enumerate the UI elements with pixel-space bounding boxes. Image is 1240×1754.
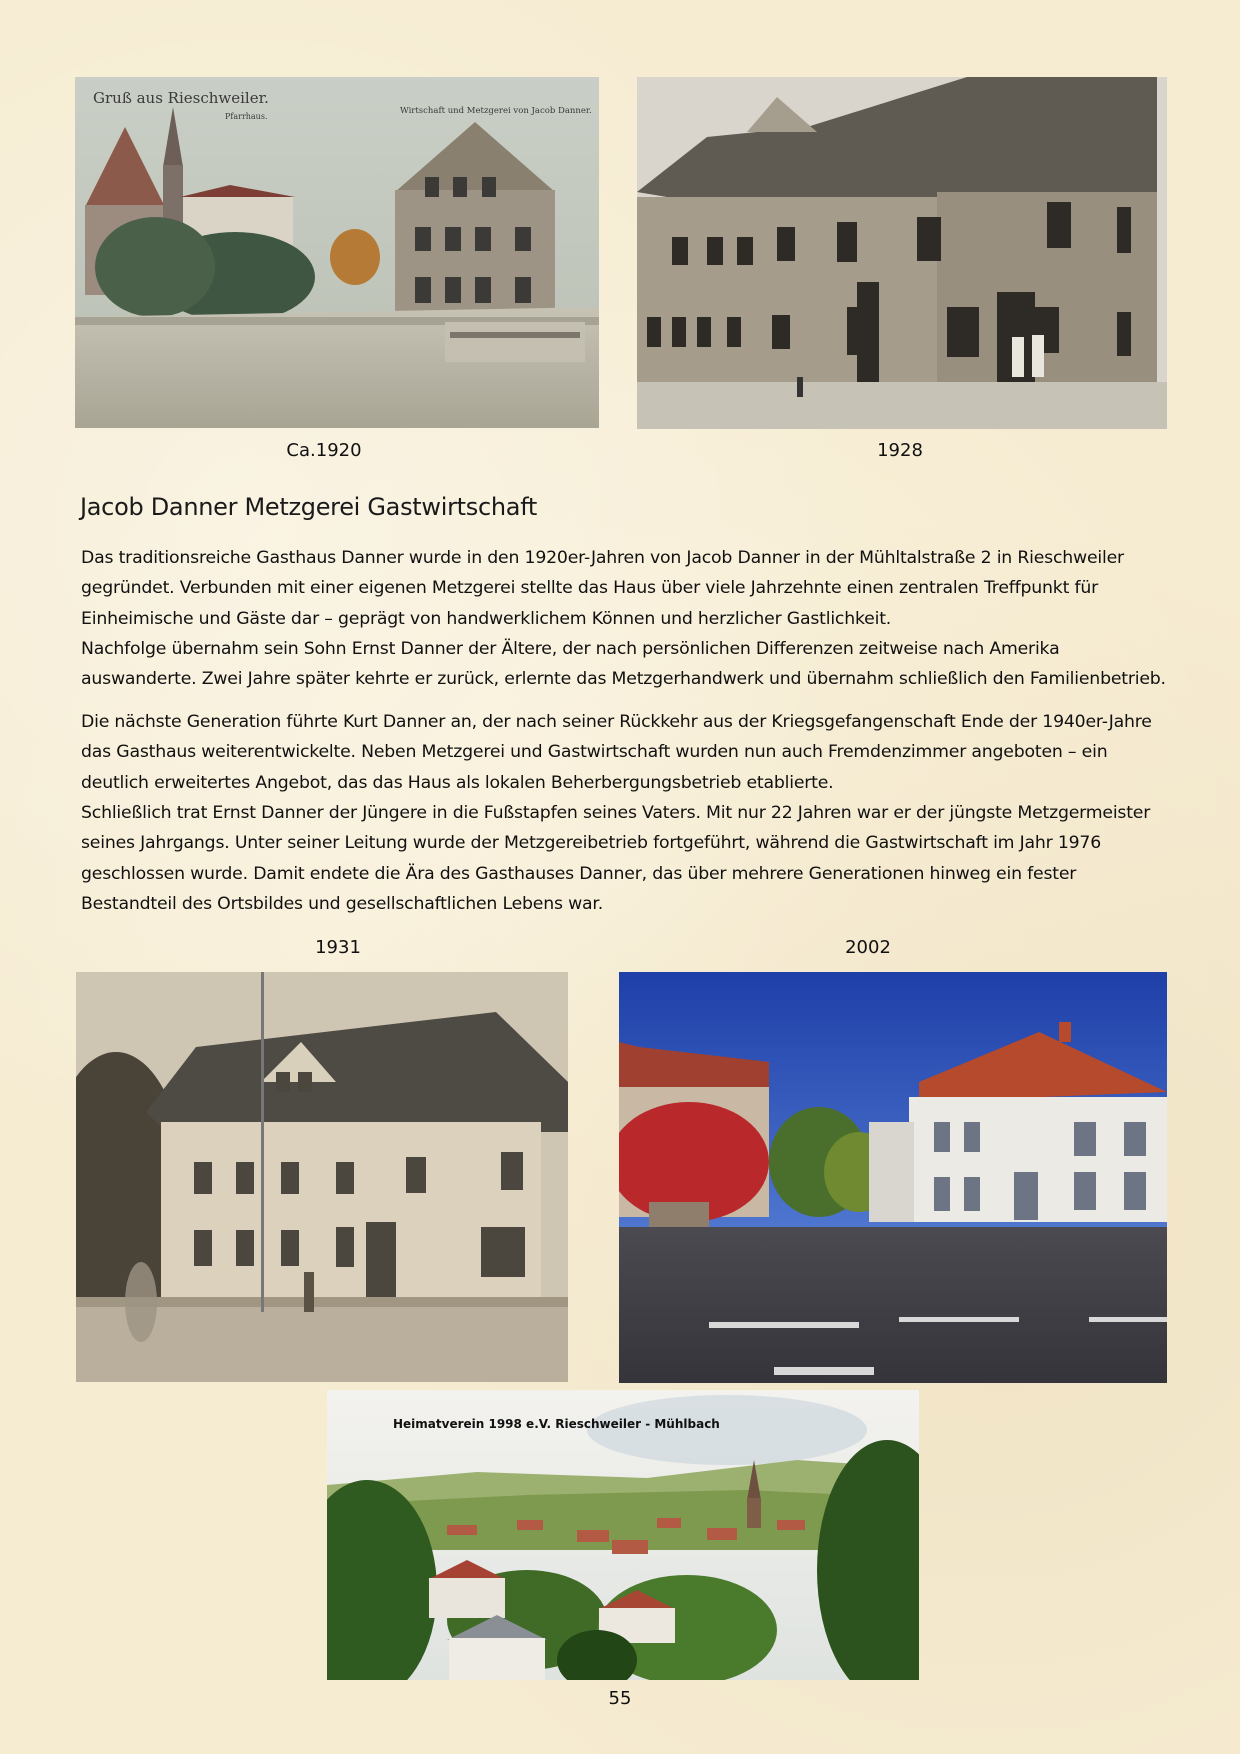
photo-1928 [637,77,1167,429]
paragraph-1: Das traditionsreiche Gasthaus Danner wurde in den 1920er-Jahren von Jacob Danner in der Mühltalstraße 2 in Rieschweiler gegründet. Verbunden mit einer eigenen Metzgerei stellte das Haus über viele Jahrzehnte einen zentralen Treffpunkt für Einheimische und Gäste dar – geprägt von handwerklichem Können und herzlicher Gastlichkeit. [81,548,1124,629]
postcard-image [75,77,599,428]
postcard-sub: Pfarrhaus. [225,112,268,121]
panorama-overlay-label: Heimatverein 1998 e.V. Rieschweiler - Mühlbach [393,1417,720,1431]
caption-1928: 1928 [877,440,923,461]
building-1928-image [637,77,1167,429]
paragraph-4: Schließlich trat Ernst Danner der Jüngere in die Fußstapfen seines Vaters. Mit nur 22 Jahren war er der jüngste Metzgermeister seines Jahrgangs. Unter seiner Leitung wurde der Metzgereibetrieb fortgeführt, während die Gastwirtschaft im Jahr 1976 geschlossen wurde. Damit endete die Ära des Gasthauses Danner, das über mehrere Generationen hinweg ein fester Bestandteil des Ortsbildes und gesellschaftlichen Lebens war. [81,803,1151,914]
page-title: Jacob Danner Metzgerei Gastwirtschaft [80,493,538,521]
caption-2002: 2002 [845,937,891,958]
photo-panorama [327,1390,919,1680]
postcard-title: Gruß aus Rieschweiler. [93,89,269,107]
paragraph-3: Die nächste Generation führte Kurt Danner an, der nach seiner Rückkehr aus der Kriegsgefangenschaft Ende der 1940er-Jahre das Gasthaus weiterentwickelte. Neben Metzgerei und Gastwirtschaft wurden nun auch Fremdenzimmer angeboten – ein deutlich erweitertes Angebot, das das Haus als lokalen Beherbergungsbetrieb etablierte. [81,712,1152,793]
photo-ca1920 [75,77,599,428]
street-2002-image [619,972,1167,1383]
caption-1931: 1931 [315,937,361,958]
building-1931-image [76,972,568,1382]
photo-2002 [619,972,1167,1383]
page-number: 55 [608,1688,632,1709]
paragraph-2: Nachfolge übernahm sein Sohn Ernst Danner der Ältere, der nach persönlichen Differenzen zeitweise nach Amerika auswanderte. Zwei Jahre später kehrte er zurück, erlernte das Metzgerhandwerk und übernahm schließlich den Familienbetrieb. [81,639,1166,690]
postcard-label: Wirtschaft und Metzgerei von Jacob Danner. [400,106,592,116]
photo-1931 [76,972,568,1382]
caption-ca1920: Ca.1920 [286,440,362,461]
village-panorama-image [327,1390,919,1680]
